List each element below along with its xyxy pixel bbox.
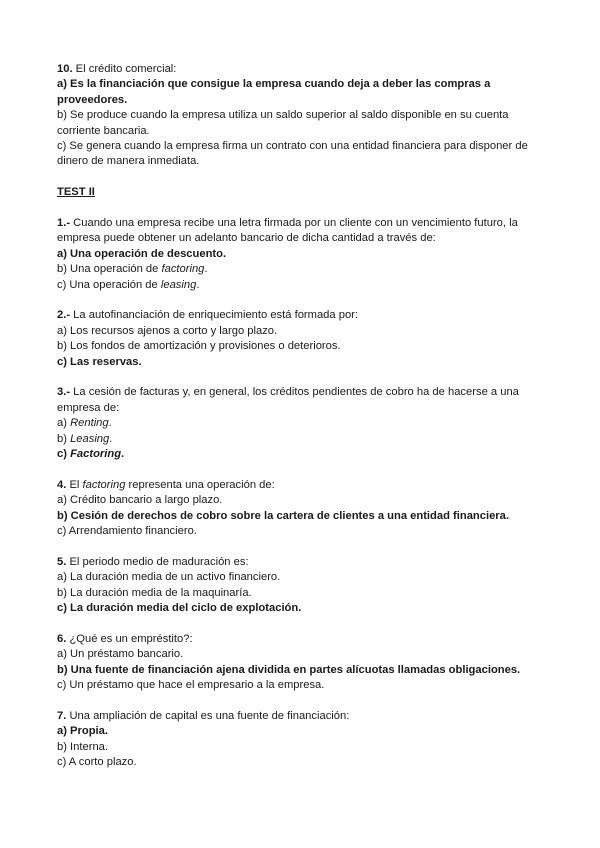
option-b: b) Interna. bbox=[57, 740, 108, 753]
question-number: 5. bbox=[57, 555, 67, 568]
option-b bbox=[57, 432, 535, 447]
option-c: c) Se genera cuando la empresa firma un contrato con una entidad financiera para disponer de dinero de manera inmediata. bbox=[57, 140, 528, 168]
option-c: c) Arrendamiento financiero. bbox=[57, 525, 197, 538]
option-a-answer: a) Una operación de descuento. bbox=[57, 247, 227, 260]
option-term: Factoring bbox=[70, 448, 122, 461]
question-4 bbox=[57, 478, 535, 540]
option-b: b) Los fondos de amortización y provisiones o deterioros. bbox=[57, 340, 341, 353]
option-term: Leasing bbox=[70, 432, 110, 445]
question-number: 10. bbox=[57, 63, 73, 75]
question-5 bbox=[57, 555, 535, 617]
option-a bbox=[57, 416, 535, 431]
option-b-answer: b) Cesión de derechos de cobro sobre la cartera de clientes a una entidad financiera. bbox=[57, 509, 509, 522]
question-text: Una ampliación de capital es una fuente de financiación: bbox=[66, 709, 350, 722]
question-stem bbox=[57, 632, 535, 647]
option-text: b) Una operación de bbox=[57, 263, 162, 276]
option-a-answer: a) Es la financiación que consigue la empresa cuando deja a deber las compras a proveedores. bbox=[57, 78, 491, 106]
question-6 bbox=[57, 632, 535, 694]
option-text: c) bbox=[57, 448, 71, 461]
question-number: 7. bbox=[57, 709, 67, 722]
question-2 bbox=[57, 308, 535, 370]
option-text: a) bbox=[57, 417, 71, 430]
question-3 bbox=[57, 385, 535, 462]
option-c bbox=[57, 278, 535, 293]
option-b: b) La duración media de la maquinaría. bbox=[57, 586, 252, 599]
question-number: 6. bbox=[57, 632, 67, 645]
option-text: c) Una operación de bbox=[57, 278, 161, 291]
question-stem bbox=[57, 62, 535, 77]
question-text: El crédito comercial: bbox=[72, 63, 177, 75]
section-title: TEST II bbox=[57, 186, 95, 199]
question-term: factoring bbox=[82, 478, 126, 491]
question-number: 3.- bbox=[57, 386, 71, 399]
option-punct: . bbox=[108, 417, 112, 430]
option-punct: . bbox=[109, 432, 113, 445]
question-stem bbox=[57, 478, 535, 493]
option-term: leasing bbox=[160, 278, 197, 291]
question-stem bbox=[57, 709, 535, 724]
option-a: a) Un préstamo bancario. bbox=[57, 648, 184, 661]
option-text: b) bbox=[57, 432, 71, 445]
document-page bbox=[57, 62, 535, 771]
option-a: a) La duración media de un activo financiero. bbox=[57, 571, 281, 584]
option-a-answer: a) Propia. bbox=[57, 725, 108, 738]
question-number: 2.- bbox=[57, 309, 71, 322]
question-7 bbox=[57, 709, 535, 771]
question-text: La autofinanciación de enriquecimiento está formada por: bbox=[70, 309, 359, 322]
option-b bbox=[57, 262, 535, 277]
option-b: b) Se produce cuando la empresa utiliza un saldo superior al saldo disponible en su cuenta corriente bancaria. bbox=[57, 109, 509, 137]
option-c-answer: c) Las reservas. bbox=[57, 355, 142, 368]
question-10 bbox=[57, 62, 535, 170]
option-c: c) A corto plazo. bbox=[57, 756, 137, 769]
option-b-answer: b) Una fuente de financiación ajena dividida en partes alícuotas llamadas obligaciones. bbox=[57, 663, 521, 676]
question-text: El bbox=[66, 478, 83, 491]
option-punct: . bbox=[196, 278, 200, 291]
question-stem bbox=[57, 308, 535, 323]
option-term: Renting bbox=[70, 417, 109, 430]
question-text: ¿Qué es un empréstito?: bbox=[66, 632, 193, 645]
option-term: factoring bbox=[161, 263, 205, 276]
option-c: c) Un préstamo que hace el empresario a la empresa. bbox=[57, 679, 325, 692]
option-a: a) Crédito bancario a largo plazo. bbox=[57, 494, 223, 507]
question-stem bbox=[57, 385, 535, 416]
option-a: a) Los recursos ajenos a corto y largo plazo. bbox=[57, 324, 278, 337]
question-number: 4. bbox=[57, 478, 67, 491]
question-text: El periodo medio de maduración es: bbox=[66, 555, 249, 568]
question-text: Cuando una empresa recibe una letra firmada por un cliente con un vencimiento futuro, la empresa puede obtener un adelanto bancario de dicha cantidad a través de: bbox=[57, 217, 518, 245]
option-c-answer bbox=[57, 447, 535, 462]
question-stem bbox=[57, 555, 535, 570]
option-c-answer: c) La duración media del ciclo de explotación. bbox=[57, 602, 302, 615]
question-text: La cesión de facturas y, en general, los créditos pendientes de cobro ha de hacerse a una empresa de: bbox=[57, 386, 519, 414]
question-number: 1.- bbox=[57, 217, 71, 230]
question-text-end: representa una operación de: bbox=[125, 478, 275, 491]
option-punct: . bbox=[121, 448, 125, 461]
question-1 bbox=[57, 216, 535, 293]
question-stem bbox=[57, 216, 535, 247]
option-punct: . bbox=[204, 263, 208, 276]
